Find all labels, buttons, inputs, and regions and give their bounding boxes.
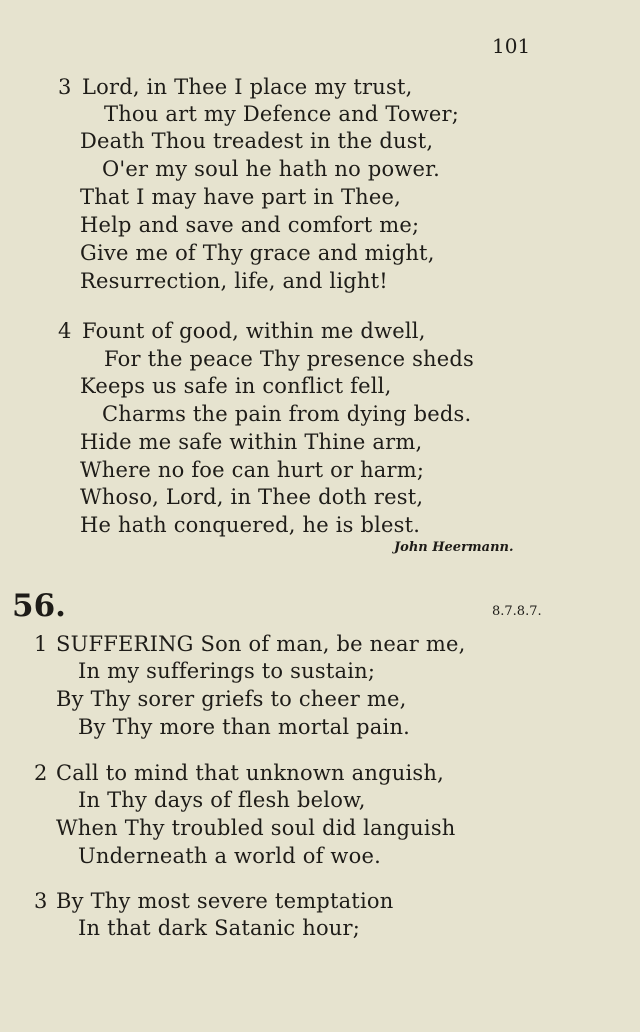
verse-line: Call to mind that unknown anguish, [56,761,444,785]
verse-line: Fount of good, within me dwell, [82,319,426,343]
verse-line: Whoso, Lord, in Thee doth rest, [80,485,424,509]
verse-line: In my sufferings to sustain; [78,659,376,683]
verse-line: Help and save and comfort me; [80,213,420,237]
verse-line: Charms the pain from dying beds. [102,402,472,426]
verse-line: For the peace Thy presence sheds [104,347,475,371]
stanza-number: 3 [58,75,72,99]
verse-line: Death Thou treadest in the dust, [80,129,434,153]
stanza-number: 2 [34,761,48,785]
verse-line: In that dark Satanic hour; [78,916,361,940]
verse-line: That I may have part in Thee, [80,185,402,209]
author-attribution: John Heermann. [394,540,514,555]
verse-line: By Thy sorer griefs to cheer me, [56,687,407,711]
verse-line: Lord, in Thee I place my trust, [82,75,413,99]
verse-line: Keeps us safe in conflict fell, [80,374,392,398]
verse-line: Give me of Thy grace and might, [80,241,435,265]
verse-line: SUFFERING Son of man, be near me, [56,632,466,656]
verse-line: By Thy more than mortal pain. [78,715,411,739]
stanza-number: 1 [34,632,48,656]
verse-line: Hide me safe within Thine arm, [80,430,423,454]
verse-line: O'er my soul he hath no power. [102,157,440,181]
verse-line: He hath conquered, he is blest. [80,513,421,537]
stanza-number: 3 [34,889,48,913]
verse-line: Where no foe can hurt or harm; [80,458,425,482]
verse-line: Underneath a world of woe. [78,844,381,868]
verse-line: Resurrection, life, and light! [80,269,388,293]
verse-line: When Thy troubled soul did languish [56,816,456,840]
verse-line: By Thy most severe temptation [56,889,394,913]
verse-line: In Thy days of flesh below, [78,788,366,812]
page-number: 101 [492,34,531,58]
stanza-number: 4 [58,319,72,343]
hymn-meter: 8.7.8.7. [492,604,542,619]
verse-line: Thou art my Defence and Tower; [104,102,460,126]
hymn-number: 56. [12,588,66,624]
